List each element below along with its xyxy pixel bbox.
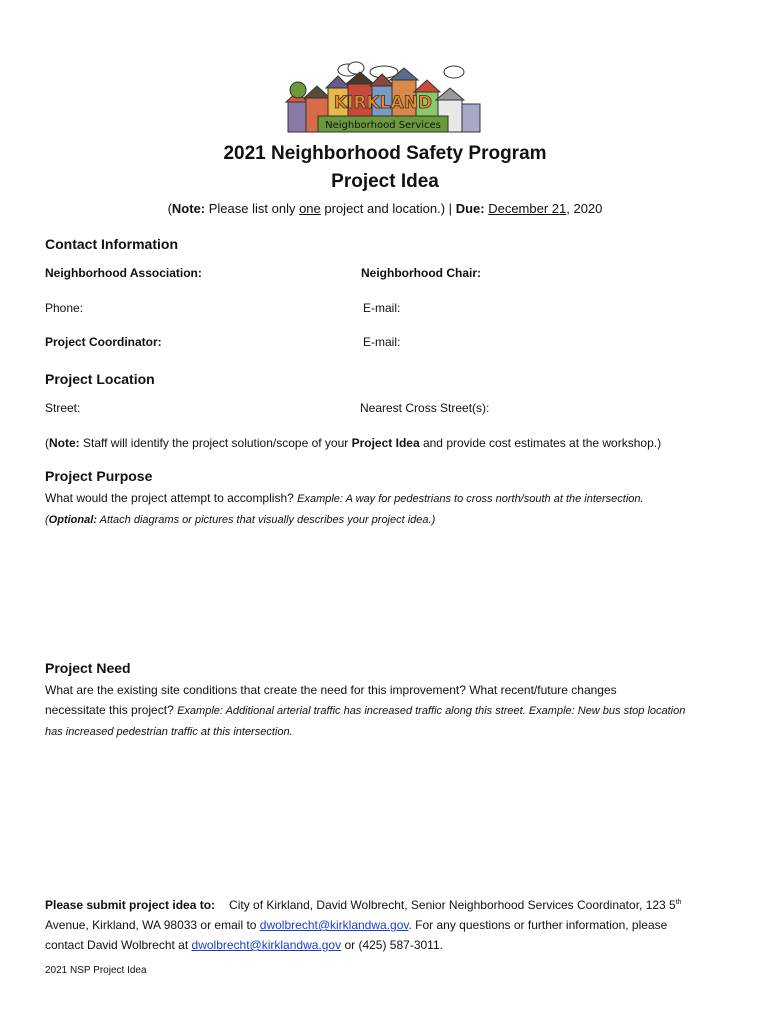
purpose-question <box>45 488 735 530</box>
submit-text-4: contact David Wolbrecht at <box>45 938 192 952</box>
need-heading: Project Need <box>45 660 131 676</box>
purpose-example: Example: A way for pedestrians to cross north/south at the intersection. <box>297 493 644 505</box>
association-label: Neighborhood Association: <box>45 266 202 280</box>
logo-word: KIRKLAND <box>333 93 433 113</box>
submit-text-5: or (425) 587-3011. <box>341 938 443 952</box>
location-heading: Project Location <box>45 371 155 387</box>
email-link-2[interactable]: dwolbrecht@kirklandwa.gov <box>191 938 342 952</box>
note-text-after: project and location.) | <box>320 201 456 216</box>
location-note-label: Note: <box>49 436 80 450</box>
submit-text-1: City of Kirkland, David Wolbrecht, Senior Neighborhood Services Coordinator, 123 5 <box>229 898 676 912</box>
due-year: , 2020 <box>566 201 603 216</box>
submit-text-2: Avenue, Kirkland, WA 98033 or email to <box>45 918 260 932</box>
note-label: Note: <box>171 201 206 216</box>
optional-open: ( <box>45 514 49 526</box>
chair-label: Neighborhood Chair: <box>361 266 481 280</box>
logo-banner-text: Neighborhood Services <box>325 120 441 131</box>
submit-label: Please submit project idea to: <box>45 898 216 912</box>
location-note-text: Staff will identify the project solution/scope of your <box>79 436 352 450</box>
page-title: 2021 Neighborhood Safety Program <box>223 143 547 164</box>
location-note-bold: Project Idea <box>351 436 420 450</box>
need-question-1: What are the existing site conditions that create the need for this improvement? What recent/future changes <box>45 683 617 697</box>
email-link-1[interactable]: dwolbrecht@kirklandwa.gov <box>259 918 409 932</box>
page-footer: 2021 NSP Project Idea <box>45 965 147 976</box>
location-note-open: ( <box>45 436 49 450</box>
contact-heading: Contact Information <box>45 236 178 252</box>
email-label-1: E-mail: <box>363 301 401 315</box>
submit-sup: th <box>675 899 682 906</box>
purpose-heading: Project Purpose <box>45 468 153 484</box>
optional-text: Attach diagrams or pictures that visually describes your project idea.) <box>96 514 436 526</box>
need-question <box>45 680 745 742</box>
due-date: December 21 <box>488 201 567 216</box>
purpose-question-text: What would the project attempt to accomplish? <box>45 491 298 505</box>
phone-label: Phone: <box>45 301 84 315</box>
location-note-end: and provide cost estimates at the workshop.) <box>419 436 662 450</box>
need-example-2: has increased pedestrian traffic at this intersection. <box>45 726 293 738</box>
due-label: Due: <box>455 201 485 216</box>
submit-text-3: . For any questions or further information, please <box>408 918 668 932</box>
logo-illustration <box>284 58 484 138</box>
coordinator-label: Project Coordinator: <box>45 335 162 349</box>
street-label: Street: <box>45 401 81 415</box>
email-label-2: E-mail: <box>363 335 401 349</box>
submit-instructions <box>45 893 745 955</box>
kirkland-logo <box>284 58 484 138</box>
note-text: Please list only <box>205 201 300 216</box>
optional-label: Optional: <box>48 514 97 526</box>
location-note <box>45 436 661 450</box>
cross-street-label: Nearest Cross Street(s): <box>360 401 490 415</box>
note-one: one <box>299 201 321 216</box>
need-example-1: Example: Additional arterial traffic has increased traffic along this street. Example: New bus stop location <box>177 705 686 717</box>
submission-note <box>0 201 770 216</box>
need-question-2: necessitate this project? <box>45 703 178 717</box>
page-subtitle: Project Idea <box>331 171 439 192</box>
note-open: ( <box>167 201 172 216</box>
